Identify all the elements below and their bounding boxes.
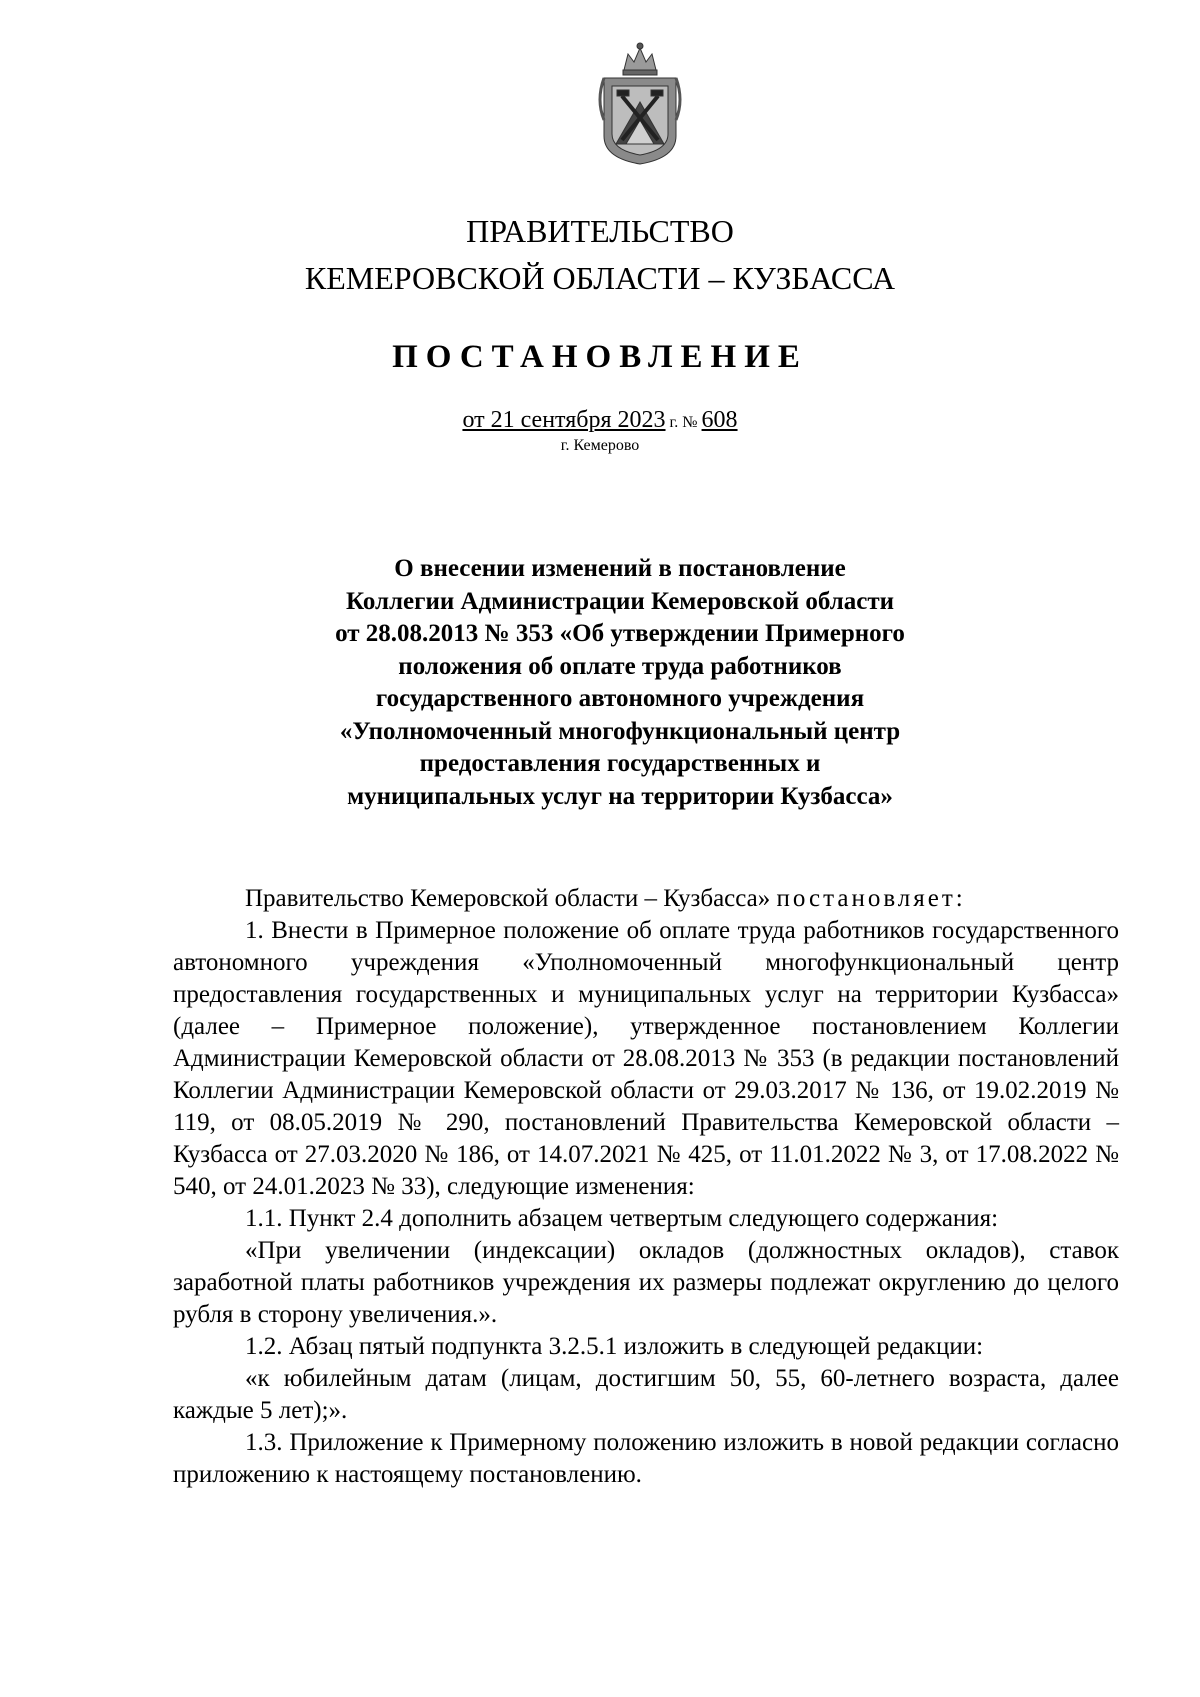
title-line: муниципальных услуг на территории Кузбасса» [347,782,893,810]
resolves-word: постановляет: [776,885,966,912]
paragraph-1-1-quote: «При увеличении (индексации) окладов (должностных окладов), ставок заработной платы работников учреждения их размеры подлежат округлению до целого рубля в сторону увеличения.». [173,1237,1119,1328]
title-line: положения об оплате труда работников [398,652,842,680]
title-line: от 28.08.2013 № 353 «Об утверждении Примерного [335,620,905,647]
title-line: Коллегии Администрации Кемеровской области [345,587,895,615]
document-body [173,883,1119,1491]
title-line: «Уполномоченный многофункциональный центр [339,717,901,745]
government-name-line-2: КЕМЕРОВСКОЙ ОБЛАСТИ – КУЗБАССА [304,260,896,296]
paragraph-1-2: 1.2. Абзац пятый подпункта 3.2.5.1 изложить в следующей редакции: [245,1333,984,1360]
number-prefix: г. № [665,414,702,431]
government-name-line-1: ПРАВИТЕЛЬСТВО [466,213,734,249]
document-number: 608 [701,407,738,433]
coat-of-arms-icon [590,40,690,168]
paragraph-1-3: 1.3. Приложение к Примерному положению изложить в новой редакции согласно приложению к настоящему постановлению. [173,1429,1119,1488]
title-line: предоставления государственных и [419,750,821,777]
document-date: от 21 сентября 2023 [462,407,666,433]
intro-text: Правительство Кемеровской области – Кузбасса» [245,885,777,912]
paragraph-1-2-quote: «к юбилейным датам (лицам, достигшим 50, 55, 60-летнего возраста, далее каждые 5 лет);». [173,1365,1119,1424]
resolution-intro [173,883,1119,915]
paragraph-1-1: 1.1. Пункт 2.4 дополнить абзацем четвертым следующего содержания: [245,1205,999,1232]
title-line: О внесении изменений в постановление [394,555,846,582]
paragraph-1: 1. Внести в Примерное положение об оплате труда работников государственного автономного учреждения «Уполномоченный многофункциональный центр предоставления государственных и муниципальных услуг на территории Кузбасса» (далее – Примерное положение), утвержденное постановлением Коллегии Администрации Кемеровской области от 28.08.2013 № 353 (в редакции постановлений Коллегии Администрации Кемеровской области от 29.03.2017 № 136, от 19.02.2019 № 119, от 08.05.2019 № 290, постановлений Правительства Кемеровской области – Кузбасса от 27.03.2020 № 186, от 14.07.2021 № 425, от 11.01.2022 № 3, от 17.08.2022 № 540, от 24.01.2023 № 33), следующие изменения: [173,917,1119,1200]
document-city: г. Кемерово [560,437,640,454]
title-line: государственного автономного учреждения [375,685,865,712]
document-date-number [0,405,1200,438]
document-title [260,553,980,813]
document-type-heading: ПОСТАНОВЛЕНИЕ [392,339,808,375]
